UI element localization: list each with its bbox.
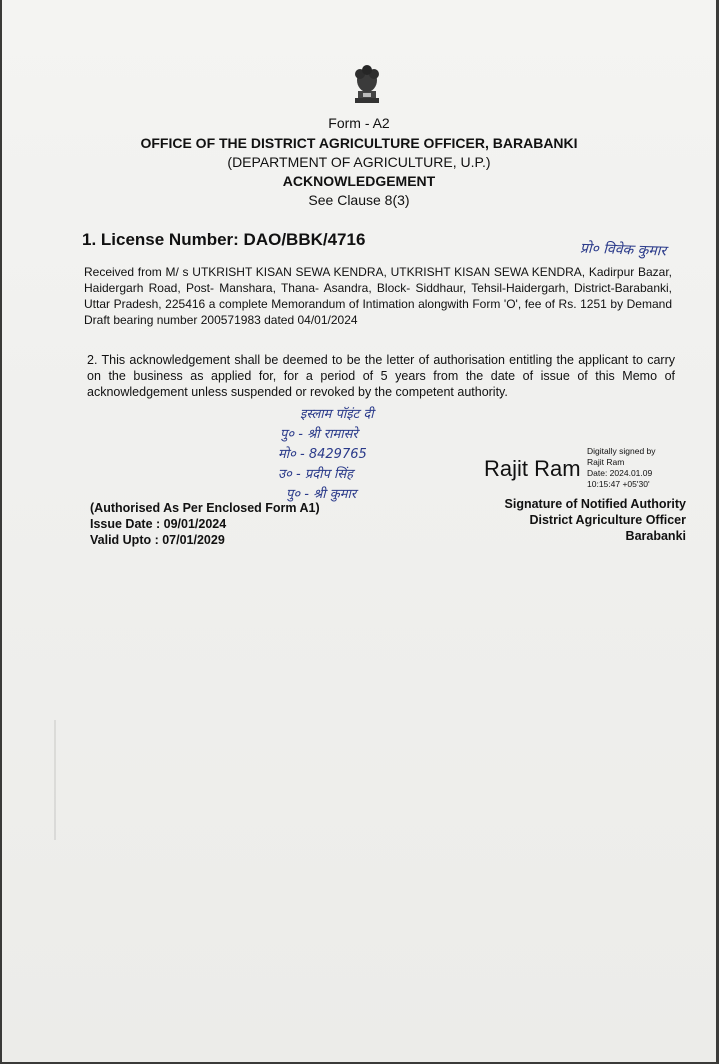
department-line: (DEPARTMENT OF AGRICULTURE, U.P.): [227, 154, 491, 170]
signature-meta-line: 10:15:47 +05'30': [587, 479, 650, 489]
clause-line: See Clause 8(3): [308, 192, 410, 208]
handwritten-notes: [274, 404, 494, 508]
signature-name: Rajit Ram: [484, 456, 581, 481]
authorised-note: (Authorised As Per Enclosed Form A1): [90, 501, 320, 515]
valid-upto: Valid Upto : 07/01/2029: [90, 533, 225, 547]
authority-signature-label: Signature of Notified Authority: [504, 497, 686, 511]
issue-date: Issue Date : 09/01/2024: [90, 517, 227, 531]
authority-location: Barabanki: [625, 529, 686, 543]
paper-fold-shadow: [54, 720, 56, 840]
signature-meta-line: Digitally signed by: [587, 446, 656, 456]
handwritten-line: पु० - श्री रामासरे: [280, 427, 358, 442]
authority-block: [505, 496, 686, 544]
signature-meta-line: Rajit Ram: [587, 457, 625, 467]
license-number: 1. License Number: DAO/BBK/4716: [82, 230, 366, 249]
document-page: [2, 0, 716, 1062]
handwritten-line: पु० - श्री कुमार: [286, 487, 357, 502]
state-emblem-icon: [347, 60, 387, 106]
digital-signature-info: [587, 446, 656, 490]
authority-designation: District Agriculture Officer: [529, 513, 686, 527]
issue-details: [90, 500, 320, 548]
authorisation-paragraph: 2. This acknowledgement shall be deemed to be the letter of authorisation entitling the applicant to carry on the business as applied for, for a period of 5 years from the date of issue of this Memo of acknowledgement unless suspended or revoked by the competent authority.: [87, 353, 675, 399]
form-label: Form - A2: [328, 115, 390, 131]
handwritten-line: इस्लाम पॉइंट दी: [300, 407, 374, 422]
handwritten-note-top: प्रो० विवेक कुमार: [579, 240, 667, 260]
document-title: ACKNOWLEDGEMENT: [282, 173, 436, 189]
received-paragraph: Received from M/ s UTKRISHT KISAN SEWA KENDRA, UTKRISHT KISAN SEWA KENDRA, Kadirpur Bazar, Haidergarh Road, Post- Manshara, Thana- Asandra, Block- Siddhaur, Tehsil-Haidergarh, District-Barabanki, Uttar Pradesh, 225416 a complete Memorandum of Intimation alongwith Form 'O', fee of Rs. 1251 by Demand Draft bearing number 200571983 dated 04/01/2024: [84, 265, 672, 327]
office-title: OFFICE OF THE DISTRICT AGRICULTURE OFFICER, BARABANKI: [140, 135, 578, 151]
handwritten-line: मो० - 8429765: [278, 447, 367, 462]
handwritten-line: उ० - प्रदीप सिंह: [278, 467, 354, 482]
signature-meta-line: Date: 2024.01.09: [587, 468, 653, 478]
